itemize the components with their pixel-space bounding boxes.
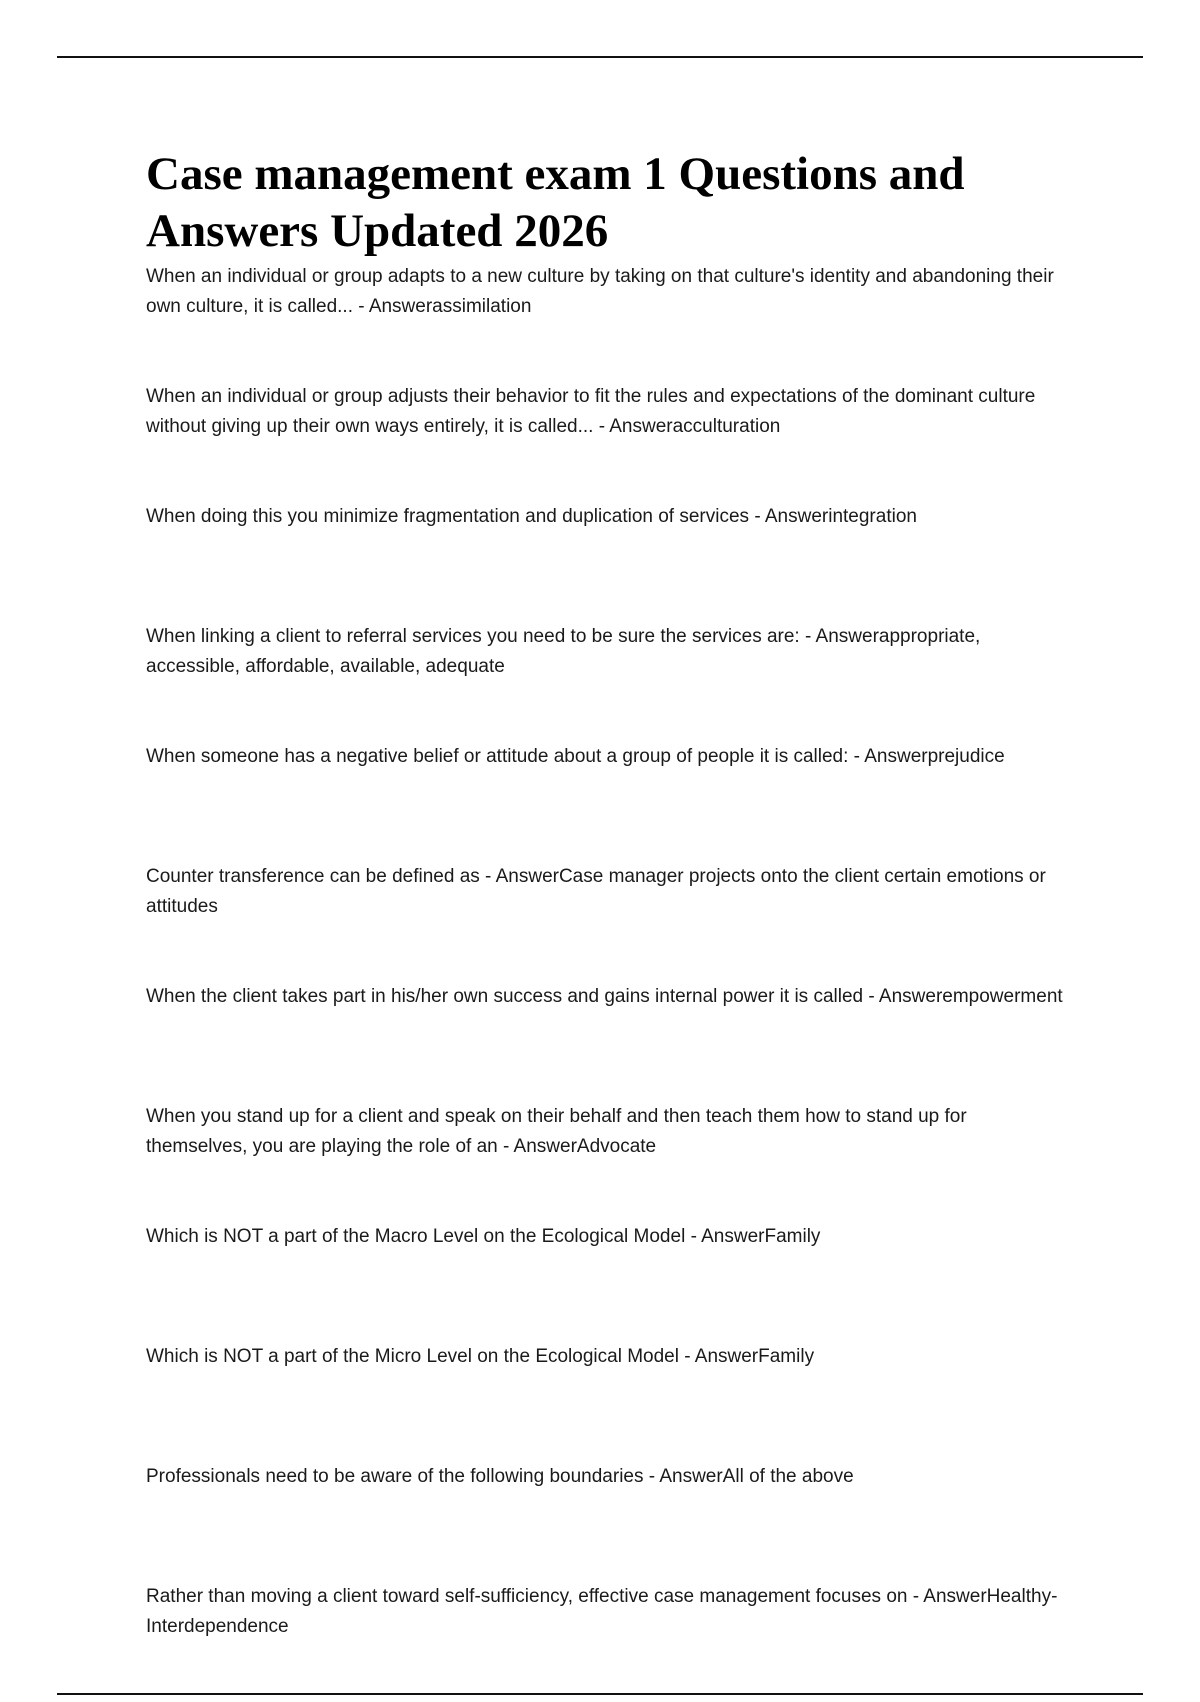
qa-item: Which is NOT a part of the Macro Level on the Ecological Model - AnswerFamily [146,1226,821,1247]
document-title: Case management exam 1 Questions and Answers Updated 2026 [146,148,965,257]
qa-item: When an individual or group adjusts their behavior to fit the rules and expectations of the dominant culture without giving up their own ways entirely, it is called... - Answeracculturation [146,386,1036,437]
qa-item: When you stand up for a client and speak on their behalf and then teach them how to stand up for themselves, you are playing the role of an - AnswerAdvocate [146,1106,967,1157]
qa-item: When the client takes part in his/her own success and gains internal power it is called - Answerempowerment [146,986,1063,1007]
document-body [146,146,1066,1702]
qa-item: When linking a client to referral services you need to be sure the services are: - Answerappropriate, accessible, affordable, available, adequate [146,626,981,677]
bottom-divider [57,1693,1143,1695]
qa-item: When someone has a negative belief or attitude about a group of people it is called: - Answerprejudice [146,746,1005,767]
qa-item: When doing this you minimize fragmentation and duplication of services - Answerintegration [146,506,917,527]
qa-item: Which is NOT a part of the Micro Level on the Ecological Model - AnswerFamily [146,1346,815,1367]
qa-item: Rather than moving a client toward self-sufficiency, effective case management focuses on - AnswerHealthy-Interdependence [146,1586,1058,1637]
qa-item: Counter transference can be defined as - AnswerCase manager projects onto the client certain emotions or attitudes [146,866,1046,917]
qa-list [146,262,1066,1702]
qa-item: Professionals need to be aware of the following boundaries - AnswerAll of the above [146,1466,854,1487]
top-divider [57,56,1143,58]
qa-item: When an individual or group adapts to a new culture by taking on that culture's identity and abandoning their own culture, it is called... - Answerassimilation [146,266,1054,317]
